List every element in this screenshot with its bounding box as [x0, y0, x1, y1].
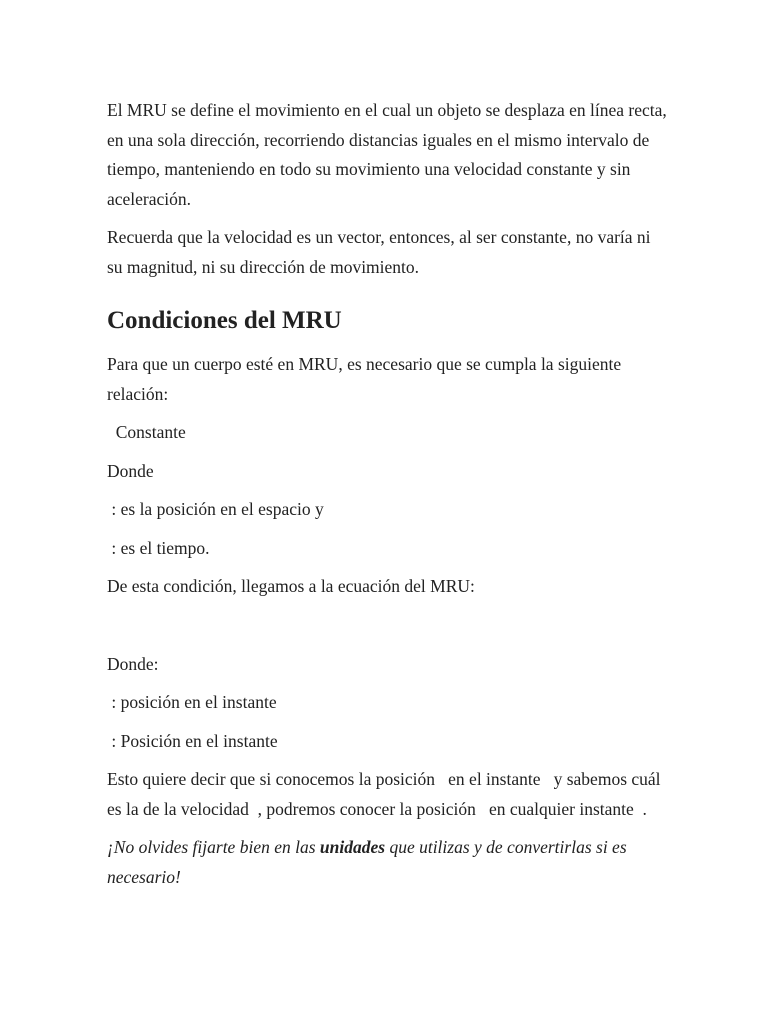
intro-paragraph-1: El MRU se define el movimiento en el cual un objeto se desplaza en línea recta, en una sola dirección, recorriendo distancias iguales en el mismo intervalo de tiempo, manteniendo en todo su movimiento una velocidad constante y sin aceleración. [107, 100, 667, 209]
definition-position-instant-2: : Posición en el instante [107, 730, 278, 751]
donde-label-1: Donde [107, 460, 154, 481]
donde-label-2: Donde: [107, 653, 159, 674]
definition-position-instant: : posición en el instante [107, 692, 277, 712]
constant-line: Constante [107, 422, 186, 442]
note-text-after: que utilizas y de convertirlas si es necesario! [107, 837, 627, 887]
section-heading: Condiciones del MRU [107, 307, 342, 334]
definition-position: : es la posición en el espacio y [107, 499, 324, 519]
document-body [107, 96, 667, 901]
units-note [107, 833, 667, 892]
equation-intro: De esta condición, llegamos a la ecuación del MRU: [107, 576, 475, 596]
note-text-before: ¡No olvides fijarte bien en las [107, 837, 320, 857]
equation-placeholder [107, 611, 667, 650]
condition-paragraph: Para que un cuerpo esté en MRU, es necesario que se cumpla la siguiente relación: [107, 354, 622, 404]
explanation-paragraph: Esto quiere decir que si conocemos la posición en el instante y sabemos cuál es la de la velocidad , podremos conocer la posición en cualquier instante . [107, 769, 665, 819]
note-bold-units: unidades [319, 837, 386, 857]
definition-time: : es el tiempo. [107, 537, 210, 558]
intro-paragraph-2: Recuerda que la velocidad es un vector, entonces, al ser constante, no varía ni su magnitud, ni su dirección de movimiento. [107, 227, 651, 277]
